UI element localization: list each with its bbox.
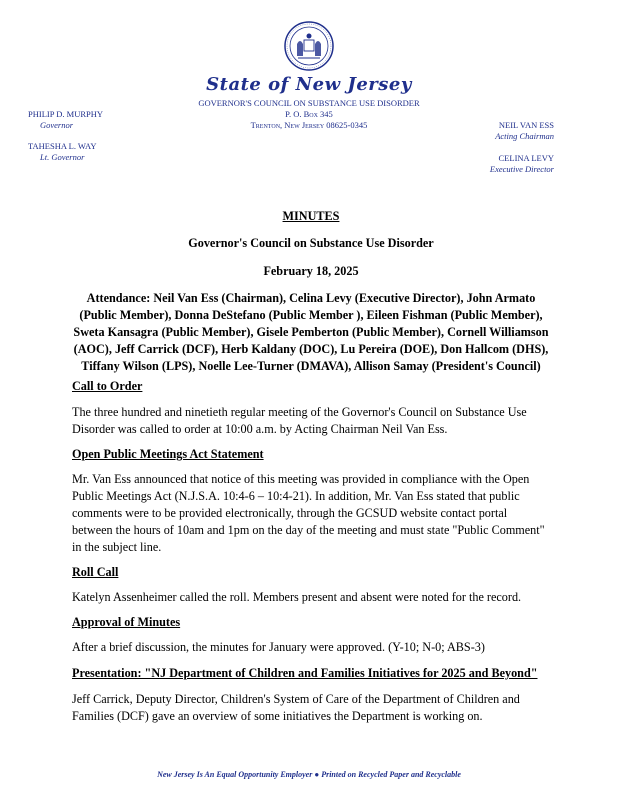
- governor-block: [28, 109, 103, 131]
- doc-title: MINUTES: [282, 209, 340, 223]
- attendance: Attendance: Neil Van Ess (Chairman), Celina Levy (Executive Director), John Armato (Public Member), Donna DeStefano (Public Member ), Eileen Fishman (Public Member), Sweta Kansagra (Public Member), Gisele Pemberton (Public Member), Cornell Williamson (AOC), Jeff Carrick (DCF), Herb Kaldany (DOC), Lu Pereira (DOE), Don Hallcom (DHS), Tiffany Wilson (LPS), Noelle Lee-Turner (DMAVA), Allison Samay (President's Council): [73, 291, 549, 373]
- section-heading-opma: Open Public Meetings Act Statement: [72, 447, 264, 461]
- footer-eoe: New Jersey Is An Equal Opportunity Employer: [157, 770, 313, 779]
- section-body-call-to-order: The three hundred and ninetieth regular meeting of the Governor's Council on Substance Use Disorder was called to order at 10:00 a.m. by Acting Chairman Neil Van Ess.: [72, 405, 527, 436]
- council-name: GOVERNOR'S COUNCIL ON SUBSTANCE USE DISORDER: [198, 98, 420, 108]
- doc-date: February 18, 2025: [263, 264, 359, 278]
- po-box: P. O. Box 345: [285, 109, 333, 119]
- director-block: [490, 153, 554, 175]
- section-body-opma: Mr. Van Ess announced that notice of this meeting was provided in compliance with the Open Public Meetings Act (N.J.S.A. 10:4-6 – 10:4-21). In addition, Mr. Van Ess stated that public comments were to be provided electronically, through the GCSUD website contact portal between the hours of 10am and 1pm on the day of the meeting and must state "Public Comment" in the subject line.: [72, 472, 545, 554]
- lt-governor-name: TAHESHA L. WAY: [28, 141, 97, 151]
- section-heading-call-to-order: Call to Order: [72, 379, 143, 393]
- director-name: CELINA LEVY: [498, 153, 554, 163]
- section-body-approval: After a brief discussion, the minutes for January were approved. (Y-10; N-0; ABS-3): [72, 640, 485, 654]
- footer-recycled: Printed on Recycled Paper and Recyclable: [321, 770, 461, 779]
- chairman-role: Acting Chairman: [495, 131, 554, 141]
- chairman-name: NEIL VAN ESS: [498, 120, 554, 130]
- section-heading-presentation: Presentation: "NJ Department of Children and Families Initiatives for 2025 and Beyond": [72, 666, 538, 680]
- governor-name: PHILIP D. MURPHY: [28, 109, 104, 119]
- director-role: Executive Director: [489, 164, 554, 174]
- chairman-block: [495, 120, 554, 142]
- lt-governor-block: [28, 141, 97, 163]
- state-seal-icon: [283, 20, 335, 72]
- city-line: Trenton, New Jersey 08625-0345: [250, 120, 368, 130]
- governor-role: Governor: [40, 120, 74, 130]
- section-body-presentation: Jeff Carrick, Deputy Director, Children's System of Care of the Department of Children and Families (DCF) gave an overview of some initiatives the Department is working on.: [72, 692, 520, 723]
- section-heading-roll-call: Roll Call: [72, 565, 119, 579]
- bullet-icon: ●: [314, 770, 320, 779]
- state-title: State of New Jersey: [206, 74, 412, 95]
- doc-subtitle: Governor's Council on Substance Use Disorder: [188, 236, 434, 250]
- section-body-roll-call: Katelyn Assenheimer called the roll. Members present and absent were noted for the record.: [72, 590, 522, 604]
- section-heading-approval: Approval of Minutes: [72, 615, 181, 629]
- footer: [0, 770, 618, 779]
- lt-governor-role: Lt. Governor: [40, 152, 85, 162]
